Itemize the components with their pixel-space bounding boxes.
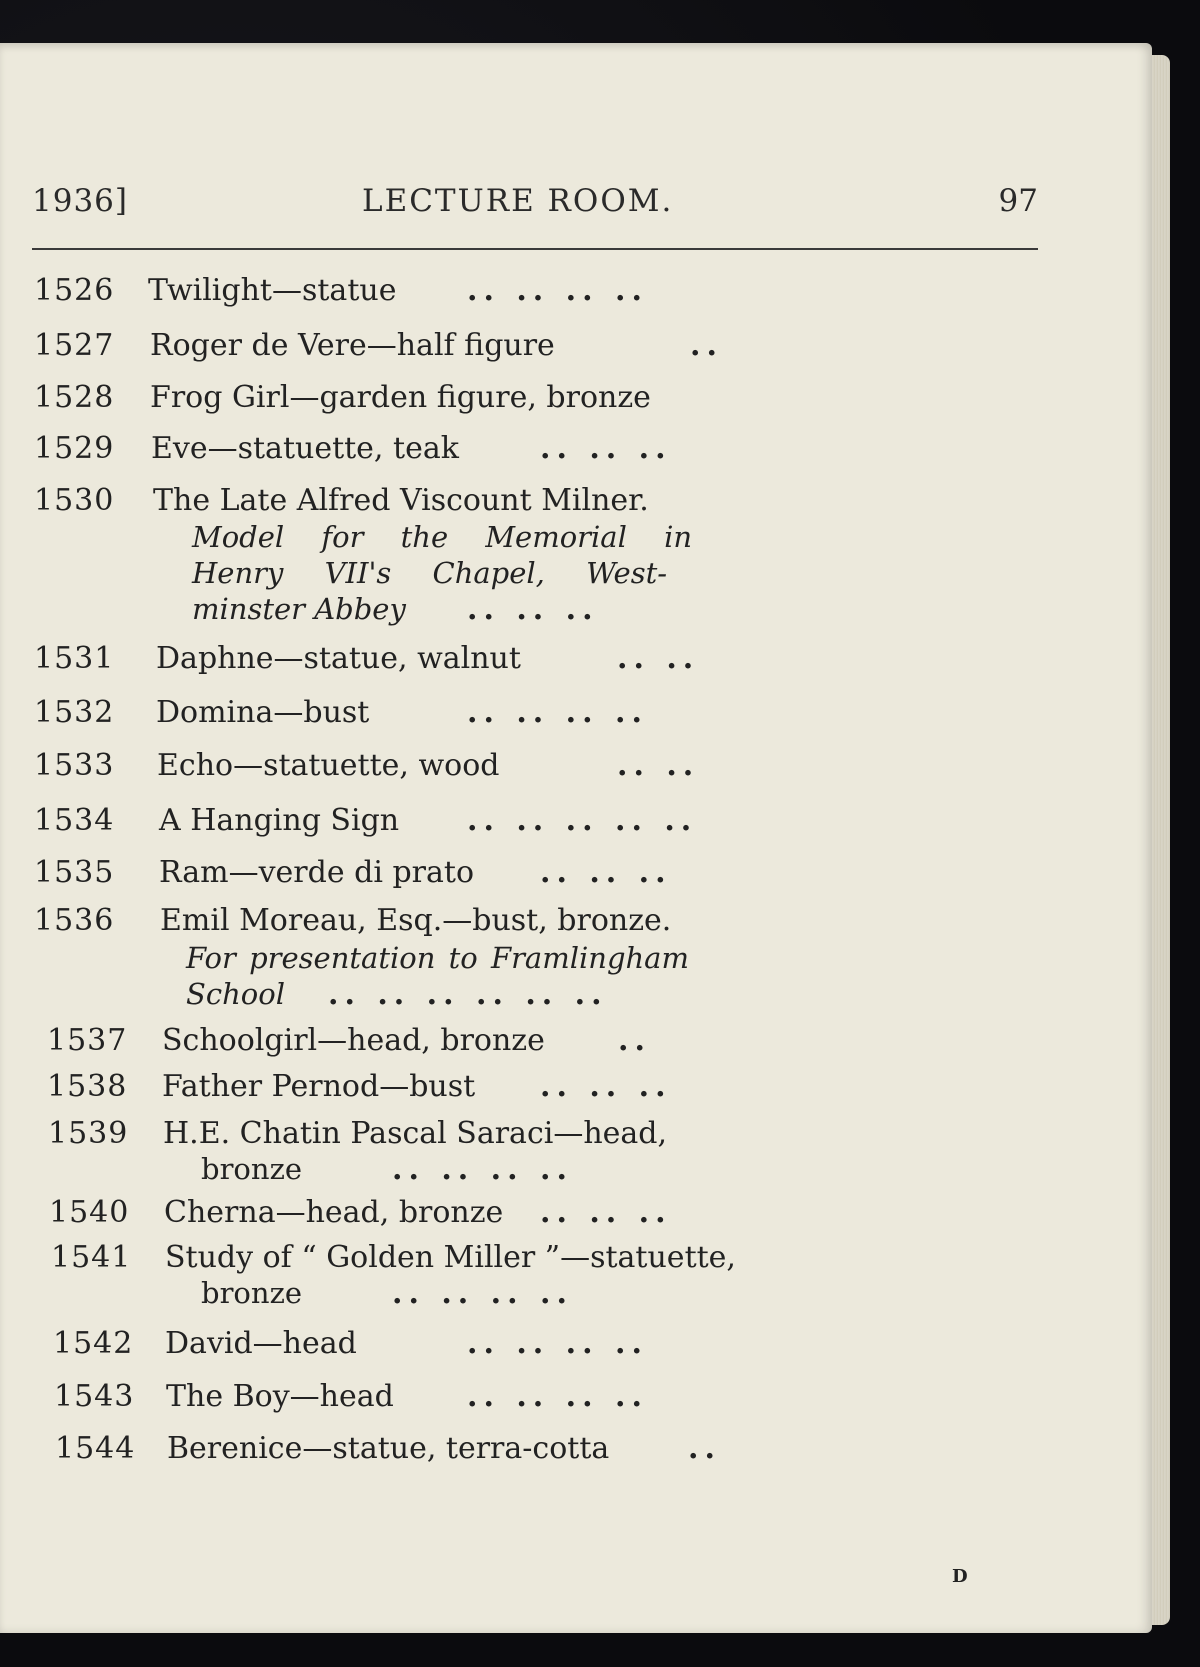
work-subtitle: Henry VII's Chapel, West-: [192, 556, 668, 590]
work-title: The Late Alfred Viscount Milner.: [153, 483, 649, 518]
catalogue-number: 1534: [34, 803, 115, 838]
work-title: Study of “ Golden Miller ”—statuette,: [165, 1240, 736, 1275]
header-rule: [32, 248, 1038, 250]
leader-dots: ..: [690, 328, 723, 363]
work-title: David—head: [165, 1326, 357, 1361]
work-subtitle: bronze: [201, 1276, 303, 1310]
work-title: Emil Moreau, Esq.—bust, bronze.: [160, 903, 672, 938]
page-edge: [1150, 55, 1170, 1625]
leader-dots: .. .. ..: [467, 592, 599, 627]
catalogue-number: 1528: [34, 380, 115, 415]
leader-dots: .. .. .. ..: [467, 695, 648, 730]
work-title: Frog Girl—garden figure, bronze: [150, 380, 651, 415]
work-title: Berenice—statue, terra-cotta: [167, 1431, 610, 1466]
work-title: Father Pernod—bust: [162, 1069, 476, 1104]
work-subtitle: minster Abbey: [192, 592, 406, 626]
header-title: LECTURE ROOM.: [362, 183, 674, 219]
leader-dots: .. .. ..: [540, 855, 672, 890]
work-title: Cherna—head, bronze: [164, 1195, 504, 1230]
book-page: [0, 43, 1152, 1633]
work-subtitle: For presentation to Framlingham: [186, 941, 689, 975]
catalogue-number: 1537: [47, 1023, 128, 1058]
catalogue-number: 1527: [34, 328, 115, 363]
catalogue-number: 1541: [51, 1240, 132, 1275]
leader-dots: .. .. ..: [540, 1195, 672, 1230]
leader-dots: .. .. ..: [540, 431, 672, 466]
leader-dots: .. .. .. ..: [467, 1326, 648, 1361]
work-title: Ram—verde di prato: [159, 855, 475, 890]
leader-dots: ..: [688, 1431, 721, 1466]
catalogue-number: 1544: [55, 1431, 136, 1466]
header-year: 1936]: [32, 183, 128, 219]
catalogue-number: 1535: [34, 855, 115, 890]
leader-dots: .. .. .. ..: [467, 273, 648, 308]
leader-dots: .. .. ..: [540, 1069, 672, 1104]
catalogue-number: 1533: [34, 748, 115, 783]
work-title: A Hanging Sign: [159, 803, 400, 838]
catalogue-number: 1532: [34, 695, 115, 730]
leader-dots: .. .. .. .. .. ..: [328, 977, 608, 1012]
catalogue-number: 1526: [34, 273, 115, 308]
catalogue-number: 1531: [34, 641, 115, 676]
catalogue-number: 1543: [54, 1379, 135, 1414]
work-title: Twilight—statue: [148, 273, 397, 308]
work-title: Schoolgirl—head, bronze: [162, 1023, 545, 1058]
work-subtitle: Model for the Memorial in: [192, 520, 693, 554]
catalogue-number: 1538: [47, 1069, 128, 1104]
work-subtitle: School: [186, 977, 285, 1011]
catalogue-number: 1529: [34, 431, 115, 466]
leader-dots: ..: [618, 1023, 651, 1058]
leader-dots: .. .. .. ..: [467, 1379, 648, 1414]
leader-dots: .. .. .. .. ..: [467, 803, 698, 838]
leader-dots: .. ..: [617, 748, 700, 783]
leader-dots: .. .. .. ..: [392, 1276, 573, 1311]
work-title: Echo—statuette, wood: [157, 748, 500, 783]
work-subtitle: bronze: [201, 1152, 303, 1186]
work-title: Daphne—statue, walnut: [156, 641, 521, 676]
page-number: 97: [998, 183, 1038, 219]
work-title: Eve—statuette, teak: [151, 431, 459, 466]
leader-dots: .. .. .. ..: [392, 1152, 573, 1187]
catalogue-number: 1530: [34, 483, 115, 518]
work-title: H.E. Chatin Pascal Saraci—head,: [163, 1116, 668, 1151]
work-title: Domina—bust: [156, 695, 370, 730]
catalogue-number: 1539: [48, 1116, 129, 1151]
work-title: The Boy—head: [166, 1379, 394, 1414]
leader-dots: .. ..: [617, 641, 700, 676]
catalogue-number: 1540: [49, 1195, 130, 1230]
catalogue-number: 1536: [34, 903, 115, 938]
catalogue-number: 1542: [53, 1326, 134, 1361]
work-title: Roger de Vere—half figure: [150, 328, 555, 363]
signature-mark: D: [952, 1566, 968, 1587]
running-head: [32, 183, 1038, 233]
